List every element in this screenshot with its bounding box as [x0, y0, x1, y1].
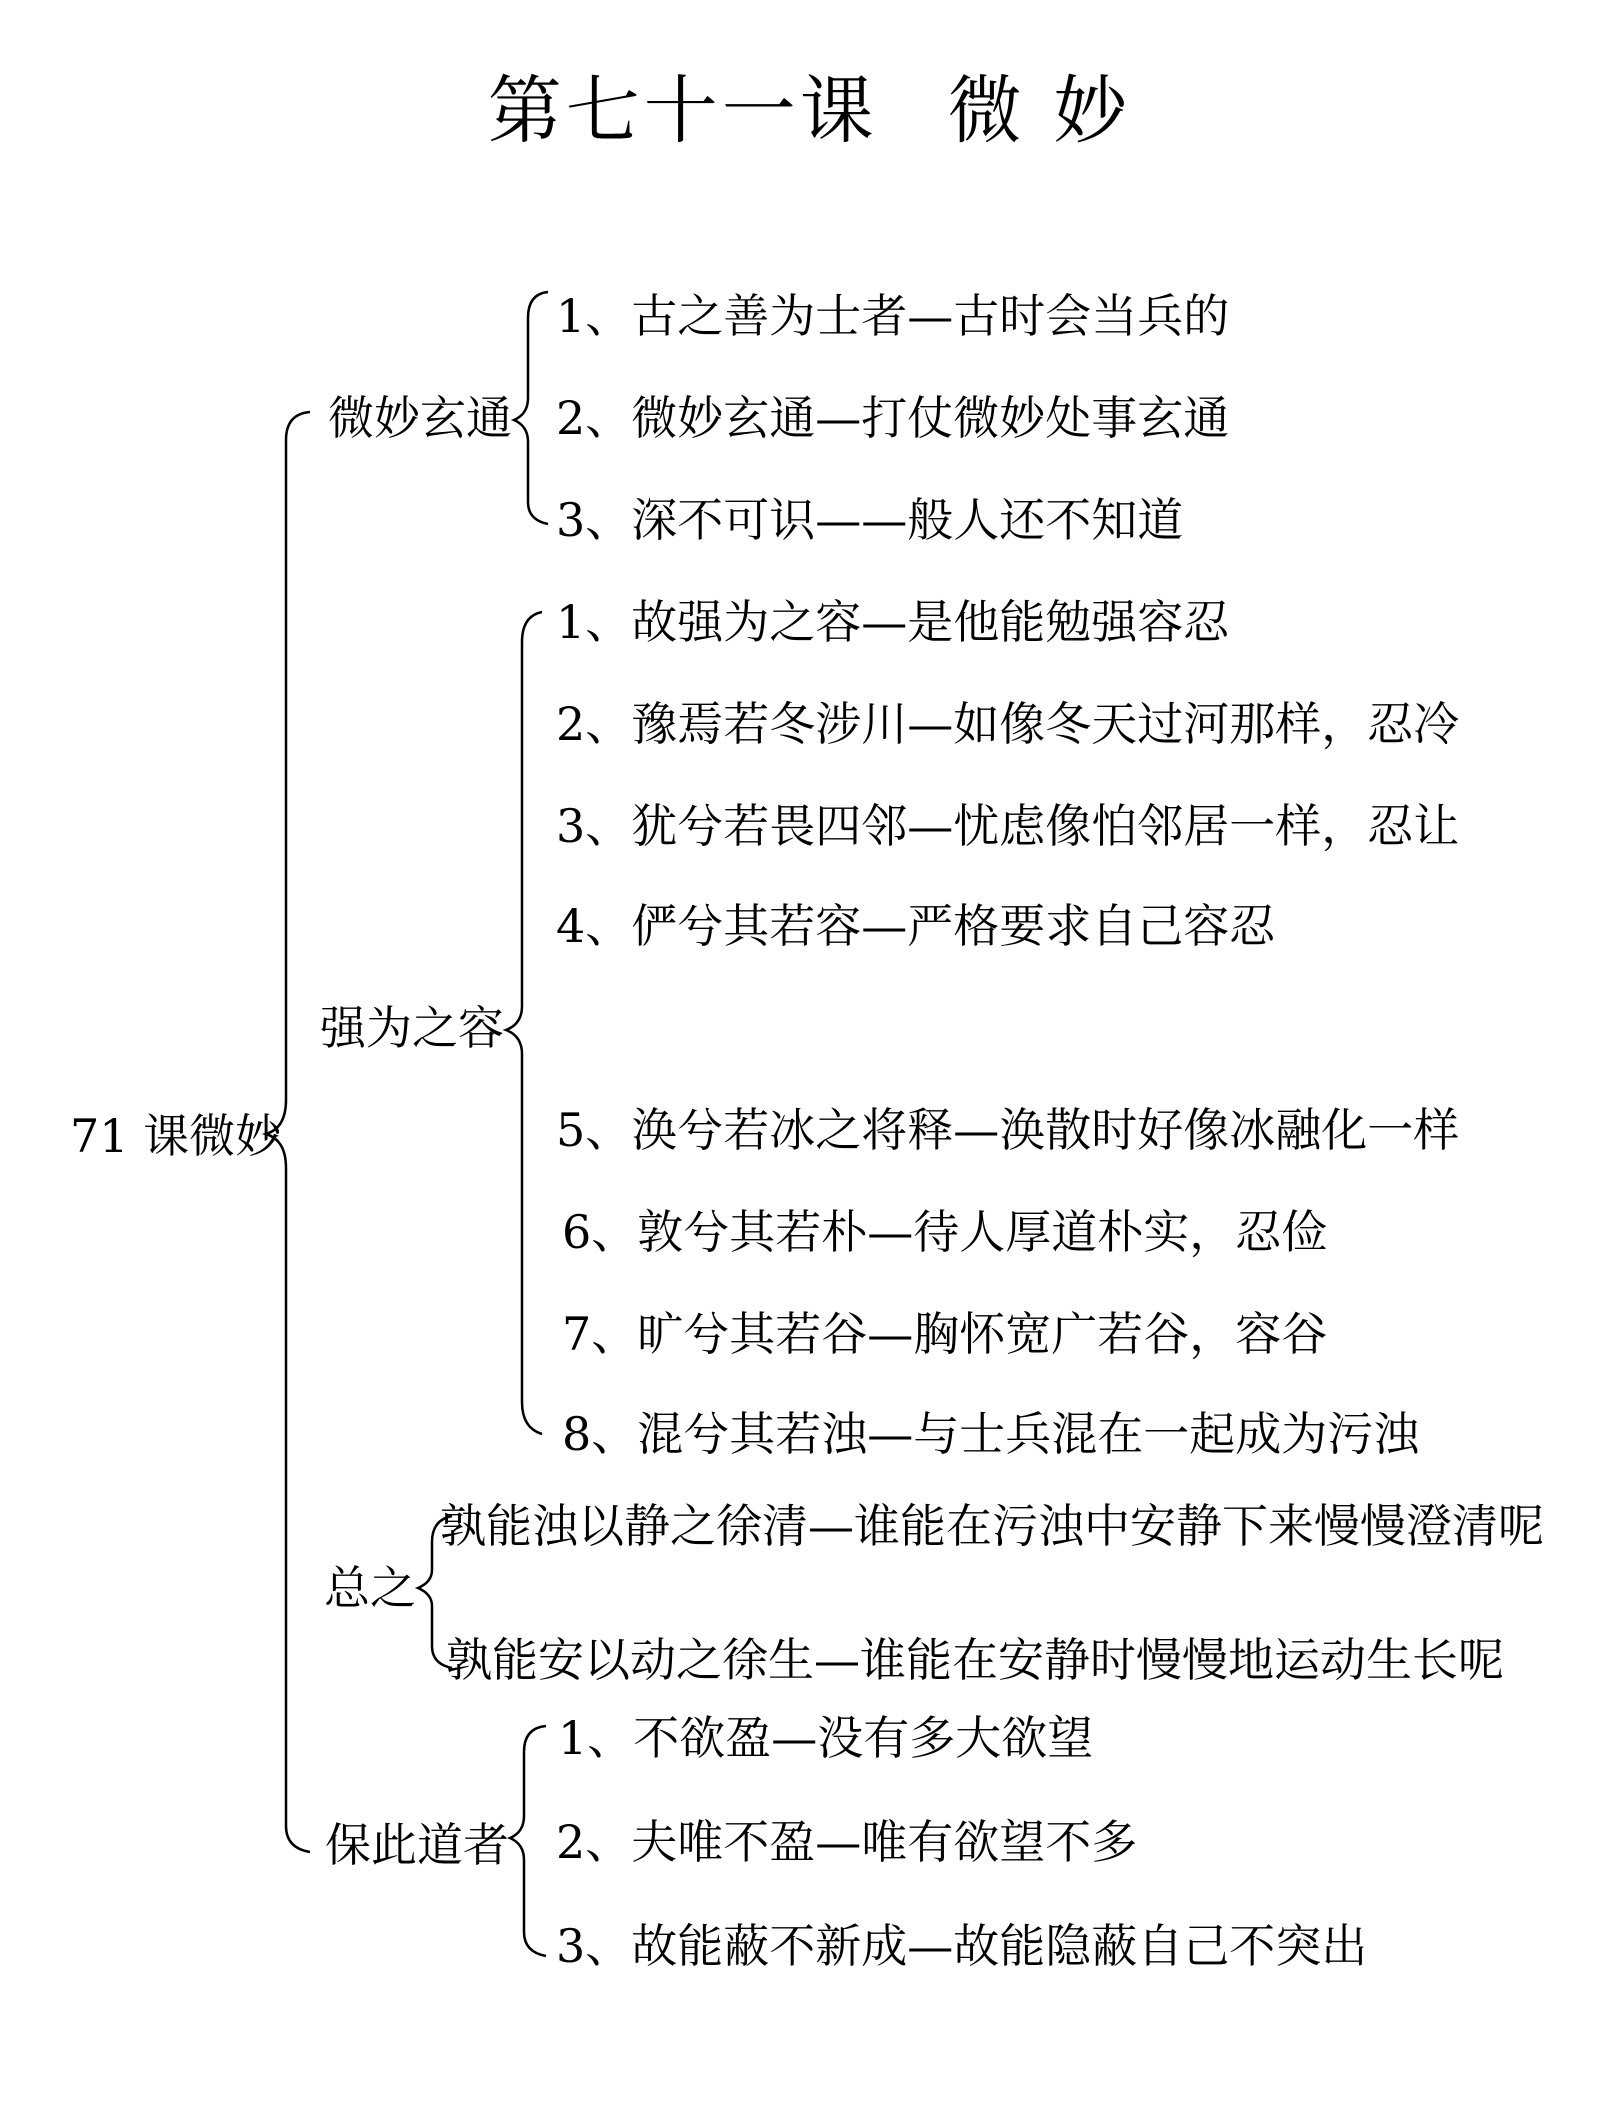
leaf-item: 2、豫焉若冬涉川—如像冬天过河那样，忍冷	[556, 697, 1460, 751]
leaf-item: 4、俨兮其若容—严格要求自己容忍	[556, 899, 1276, 953]
leaf-item: 3、犹兮若畏四邻—忧虑像怕邻居一样，忍让	[556, 799, 1460, 853]
leaf-item: 1、古之善为士者—古时会当兵的	[556, 289, 1230, 343]
leaf-item: 8、混兮其若浊—与士兵混在一起成为污浊	[562, 1407, 1420, 1461]
leaf-item: 2、夫唯不盈—唯有欲望不多	[556, 1815, 1138, 1869]
lesson-number: 第七十一课	[487, 68, 878, 154]
page-title	[0, 52, 1619, 158]
leaf-item: 7、旷兮其若谷—胸怀宽广若谷，容谷	[562, 1307, 1328, 1361]
branch1-bracket	[514, 292, 548, 524]
leaf-item: 孰能浊以静之徐清—谁能在污浊中安静下来慢慢澄清呢	[440, 1499, 1544, 1553]
leaf-item: 1、故强为之容—是他能勉强容忍	[556, 595, 1230, 649]
root-node: 71 课微妙	[70, 1109, 282, 1163]
branch2-bracket	[506, 612, 542, 1434]
leaf-item: 3、故能蔽不新成—故能隐蔽自己不突出	[556, 1919, 1368, 1973]
leaf-item: 孰能安以动之徐生—谁能在安静时慢慢地运动生长呢	[446, 1633, 1504, 1687]
branch4-bracket	[510, 1726, 546, 1956]
leaf-item: 6、敦兮其若朴—待人厚道朴实，忍俭	[562, 1205, 1328, 1259]
leaf-item: 3、深不可识——般人还不知道	[556, 493, 1184, 547]
leaf-item: 5、涣兮若冰之将释—涣散时好像冰融化一样	[556, 1103, 1460, 1157]
lesson-topic: 微 妙	[947, 68, 1132, 154]
branch-label-1: 微妙玄通	[328, 391, 512, 445]
branch-label-4: 保此道者	[325, 1818, 509, 1872]
leaf-item: 1、不欲盈—没有多大欲望	[558, 1711, 1094, 1765]
leaf-item: 2、微妙玄通—打仗微妙处事玄通	[556, 391, 1230, 445]
branch-label-3: 总之	[324, 1561, 416, 1615]
branch-label-2: 强为之容	[320, 1001, 504, 1055]
